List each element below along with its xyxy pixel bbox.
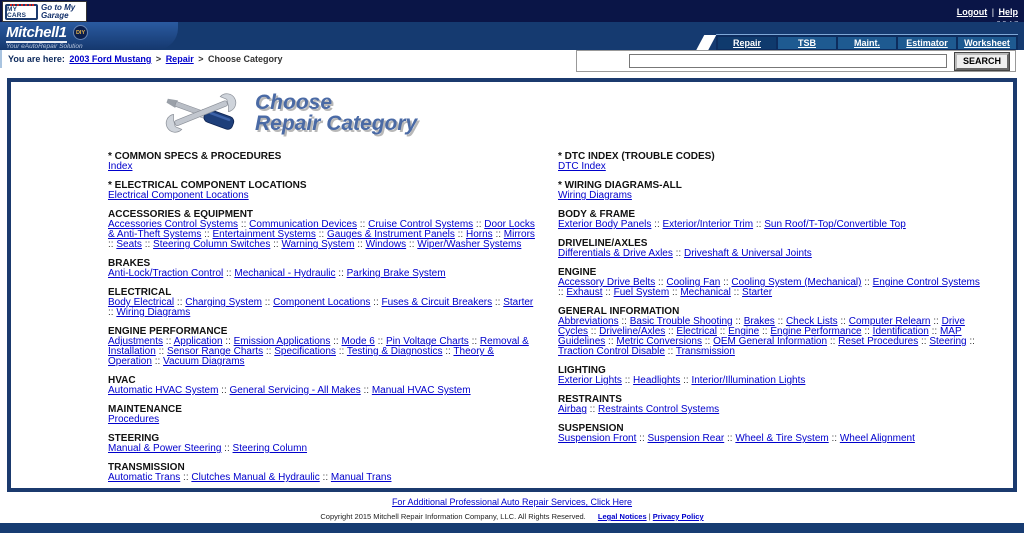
link-separator: :: bbox=[588, 326, 600, 337]
link-separator: :: bbox=[238, 219, 250, 230]
category-title: BODY & FRAME bbox=[558, 209, 636, 220]
category-section-wiring-diagrams-all bbox=[558, 181, 986, 201]
category-link[interactable]: Wiring Diagrams bbox=[558, 190, 632, 201]
garage-button-label: Go to My Garage bbox=[41, 2, 76, 20]
category-links bbox=[108, 269, 536, 279]
category-link[interactable]: Exterior Lights bbox=[558, 375, 622, 386]
repair-tools-icon bbox=[161, 89, 241, 137]
category-link[interactable]: Cooling Fan bbox=[666, 277, 721, 288]
category-link[interactable]: Steering bbox=[929, 336, 967, 347]
link-separator: :: bbox=[672, 248, 684, 259]
category-link[interactable]: Mechanical - Hydraulic bbox=[234, 268, 336, 279]
link-separator: :: bbox=[155, 346, 167, 357]
category-links bbox=[108, 444, 536, 454]
category-link[interactable]: Restraints Control Systems bbox=[598, 404, 720, 415]
category-link[interactable]: Transmission bbox=[675, 346, 735, 357]
mitchell1-logo bbox=[0, 22, 178, 50]
link-separator: :: bbox=[223, 268, 235, 279]
link-separator: :: bbox=[357, 219, 369, 230]
category-link[interactable]: Brakes bbox=[743, 316, 775, 327]
category-link[interactable]: Warning System bbox=[281, 239, 355, 250]
category-link[interactable]: Clutches Manual & Hydraulic bbox=[191, 472, 320, 483]
category-links bbox=[558, 278, 986, 298]
category-link[interactable]: Exhaust bbox=[566, 287, 603, 298]
link-separator: :: bbox=[724, 433, 736, 444]
category-link[interactable]: Index bbox=[108, 161, 133, 172]
category-links bbox=[558, 249, 986, 259]
category-link[interactable]: Adjustments bbox=[108, 336, 164, 347]
link-separator: :: bbox=[319, 472, 331, 483]
link-separator: :: bbox=[174, 297, 186, 308]
category-title: ACCESSORIES & EQUIPMENT bbox=[108, 209, 254, 220]
category-link[interactable]: Parking Brake System bbox=[346, 268, 446, 279]
category-link[interactable]: Testing & Diagnostics bbox=[346, 346, 443, 357]
category-link[interactable]: Charging System bbox=[185, 297, 262, 308]
category-link[interactable]: Exterior Body Panels bbox=[558, 219, 652, 230]
category-links bbox=[108, 191, 536, 201]
category-title: STEERING bbox=[108, 433, 160, 444]
breadcrumb-current: Choose Category bbox=[208, 54, 283, 64]
category-link[interactable]: General Servicing - All Makes bbox=[229, 385, 361, 396]
link-separator: :: bbox=[665, 326, 677, 337]
link-separator: :: bbox=[837, 316, 849, 327]
category-link[interactable]: Exterior/Interior Trim bbox=[662, 219, 754, 230]
category-link[interactable]: Automatic Trans bbox=[108, 472, 181, 483]
category-title: RESTRAINTS bbox=[558, 394, 622, 405]
category-link[interactable]: Basic Trouble Shooting bbox=[629, 316, 733, 327]
category-link[interactable]: Removal & Installation bbox=[108, 336, 529, 357]
category-link[interactable]: OEM General Information bbox=[713, 336, 828, 347]
link-separator: :: bbox=[335, 268, 347, 279]
link-separator: :: bbox=[218, 385, 230, 396]
category-section-steering bbox=[108, 434, 536, 454]
link-separator: :: bbox=[618, 316, 630, 327]
diy-badge-icon: DIY bbox=[73, 25, 88, 40]
category-link[interactable]: Fuses & Circuit Breakers bbox=[381, 297, 493, 308]
link-separator: :: bbox=[468, 336, 480, 347]
category-link[interactable]: Sun Roof/T-Top/Convertible Top bbox=[764, 219, 906, 230]
category-link[interactable]: Mode 6 bbox=[341, 336, 375, 347]
additional-services-link[interactable]: For Additional Professional Auto Repair Services, Click Here bbox=[391, 497, 633, 507]
category-title: LIGHTING bbox=[558, 365, 606, 376]
link-separator: :: bbox=[602, 287, 614, 298]
category-section-transmission bbox=[108, 463, 536, 483]
nav-tabs bbox=[716, 34, 1018, 50]
link-separator: :: bbox=[759, 326, 771, 337]
privacy-policy-link[interactable]: Privacy Policy bbox=[652, 512, 704, 521]
page-title bbox=[255, 92, 417, 134]
link-separator: :: bbox=[360, 385, 372, 396]
category-links bbox=[558, 191, 986, 201]
category-link[interactable]: Headlights bbox=[633, 375, 681, 386]
link-separator: :: bbox=[201, 229, 213, 240]
copyright-line bbox=[0, 512, 1024, 521]
category-link[interactable]: Theory & Operation bbox=[108, 346, 494, 367]
category-links bbox=[558, 376, 986, 386]
link-separator: :: bbox=[492, 297, 504, 308]
category-link[interactable]: Accessories Control Systems bbox=[108, 219, 239, 230]
category-title: GENERAL INFORMATION bbox=[558, 306, 680, 317]
link-separator: :: bbox=[180, 472, 192, 483]
logo-wordmark: Mitchell1 bbox=[6, 24, 67, 41]
category-link[interactable]: Gauges & Instrument Panels bbox=[327, 229, 455, 240]
category-link[interactable]: Suspension Rear bbox=[647, 433, 725, 444]
link-separator: :: bbox=[730, 287, 743, 298]
category-link[interactable]: Driveline/Axles bbox=[599, 326, 666, 337]
breadcrumb-vehicle-link[interactable]: 2003 Ford Mustang bbox=[69, 54, 152, 64]
category-title: * ELECTRICAL COMPONENT LOCATIONS bbox=[108, 180, 307, 191]
category-title: BRAKES bbox=[108, 258, 151, 269]
link-separator: :: bbox=[374, 336, 386, 347]
top-utility-bar bbox=[0, 0, 1024, 22]
left-column bbox=[108, 152, 536, 492]
category-link[interactable]: Communication Devices bbox=[249, 219, 357, 230]
category-link[interactable]: Wiper/Washer Systems bbox=[417, 239, 522, 250]
link-separator: :: bbox=[108, 307, 117, 318]
link-separator: :: bbox=[918, 336, 930, 347]
link-separator: :: bbox=[454, 229, 466, 240]
category-link[interactable]: Starter bbox=[742, 287, 773, 298]
category-link[interactable]: Horns bbox=[465, 229, 493, 240]
link-separator: :: bbox=[605, 336, 617, 347]
link-separator: :: bbox=[354, 239, 366, 250]
link-separator: :: bbox=[774, 316, 786, 327]
category-link[interactable]: Starter bbox=[503, 297, 534, 308]
category-links bbox=[108, 337, 536, 367]
link-separator: :: bbox=[655, 277, 667, 288]
category-title: * WIRING DIAGRAMS-ALL bbox=[558, 180, 682, 191]
category-links bbox=[108, 386, 536, 396]
page-title-line1: Choose bbox=[255, 91, 333, 114]
category-link[interactable]: Mirrors bbox=[503, 229, 535, 240]
my-cars-plate-icon bbox=[5, 4, 38, 20]
category-link[interactable]: Entertainment Systems bbox=[212, 229, 316, 240]
help-link[interactable]: Help bbox=[998, 7, 1018, 17]
search-button[interactable]: SEARCH bbox=[955, 53, 1009, 70]
link-separator: :: bbox=[928, 326, 940, 337]
category-section-common-specs-procedures bbox=[108, 152, 536, 172]
category-section-dtc-index-trouble-codes bbox=[558, 152, 986, 172]
category-link[interactable]: Reset Procedures bbox=[838, 336, 919, 347]
category-link[interactable]: Engine Control Systems bbox=[872, 277, 980, 288]
category-links bbox=[558, 162, 986, 172]
category-section-driveline-axles bbox=[558, 239, 986, 259]
category-section-restraints bbox=[558, 395, 986, 415]
link-separator: :: bbox=[680, 375, 692, 386]
category-link[interactable]: Check Lists bbox=[785, 316, 838, 327]
category-link[interactable]: Abbreviations bbox=[558, 316, 619, 327]
category-title: HVAC bbox=[108, 375, 136, 386]
category-links bbox=[108, 162, 536, 172]
category-section-hvac bbox=[108, 376, 536, 396]
brand-bar bbox=[0, 22, 1024, 50]
right-column bbox=[558, 152, 986, 492]
link-separator: :: bbox=[141, 239, 154, 250]
link-separator: :: bbox=[558, 287, 567, 298]
category-link[interactable]: Wiring Diagrams bbox=[116, 307, 191, 318]
category-links bbox=[108, 415, 536, 425]
link-separator: :: bbox=[861, 277, 873, 288]
page-title-line2: Repair Category bbox=[255, 112, 418, 135]
category-section-brakes bbox=[108, 259, 536, 279]
category-link[interactable]: Computer Relearn bbox=[848, 316, 931, 327]
breadcrumb-separator: > bbox=[198, 54, 204, 64]
category-link[interactable]: Electrical Component Locations bbox=[108, 190, 249, 201]
go-to-my-garage-button[interactable] bbox=[2, 1, 87, 22]
logout-link[interactable]: Logout bbox=[956, 7, 988, 17]
category-link[interactable]: Drive Cycles bbox=[558, 316, 965, 337]
category-link[interactable]: Specifications bbox=[274, 346, 336, 357]
category-link[interactable]: Vacuum Diagrams bbox=[163, 356, 245, 367]
category-links bbox=[108, 220, 536, 250]
link-divider: | bbox=[648, 512, 651, 521]
category-link[interactable]: Suspension Front bbox=[558, 433, 637, 444]
link-separator: :: bbox=[753, 219, 765, 230]
category-link[interactable]: Differentials & Drive Axles bbox=[558, 248, 673, 259]
category-link[interactable]: Manual HVAC System bbox=[371, 385, 471, 396]
link-separator: :: bbox=[222, 336, 234, 347]
category-link[interactable]: Pin Voltage Charts bbox=[385, 336, 469, 347]
page-header bbox=[161, 90, 1013, 136]
link-separator: :: bbox=[492, 229, 504, 240]
link-separator: :: bbox=[108, 239, 117, 250]
category-link[interactable]: Anti-Lock/Traction Control bbox=[108, 268, 224, 279]
link-separator: :: bbox=[270, 239, 282, 250]
category-title: MAINTENANCE bbox=[108, 404, 182, 415]
category-link[interactable]: DTC Index bbox=[558, 161, 606, 172]
category-link[interactable]: Electrical bbox=[676, 326, 717, 337]
category-section-suspension bbox=[558, 424, 986, 444]
category-section-general-information bbox=[558, 307, 986, 357]
category-link[interactable]: Manual & Power Steering bbox=[108, 443, 222, 454]
tab-repair[interactable]: Repair bbox=[718, 37, 776, 49]
plate-label: MY CARS bbox=[7, 6, 27, 19]
link-separator: :: bbox=[315, 229, 327, 240]
search-panel bbox=[576, 50, 1016, 72]
category-link[interactable]: Traction Control Disable bbox=[558, 346, 665, 357]
link-separator: :: bbox=[930, 316, 942, 327]
category-link[interactable]: Accessory Drive Belts bbox=[558, 277, 656, 288]
category-columns bbox=[11, 152, 1013, 492]
category-link[interactable]: Interior/Illumination Lights bbox=[691, 375, 806, 386]
category-link[interactable]: Component Locations bbox=[273, 297, 371, 308]
category-link[interactable]: Cruise Control Systems bbox=[368, 219, 474, 230]
category-title: * COMMON SPECS & PROCEDURES bbox=[108, 151, 282, 162]
tab-worksheet[interactable]: Worksheet bbox=[958, 37, 1016, 49]
category-link[interactable]: Airbag bbox=[558, 404, 587, 415]
tab-estimator[interactable]: Estimator bbox=[898, 37, 956, 49]
category-link[interactable]: Mechanical bbox=[680, 287, 731, 298]
category-link[interactable]: Sensor Range Charts bbox=[166, 346, 264, 357]
link-separator: :: bbox=[664, 346, 676, 357]
category-link[interactable]: Manual Trans bbox=[330, 472, 392, 483]
link-separator: :: bbox=[163, 336, 174, 347]
breadcrumb-separator: > bbox=[155, 54, 162, 64]
link-separator: :: bbox=[636, 433, 648, 444]
link-separator: :: bbox=[442, 346, 454, 357]
link-separator: :: bbox=[827, 336, 839, 347]
category-link[interactable]: Door Locks & Anti-Theft Systems bbox=[108, 219, 535, 240]
link-separator: :: bbox=[586, 404, 599, 415]
category-link[interactable]: Cooling System (Mechanical) bbox=[731, 277, 862, 288]
category-link[interactable]: Engine bbox=[728, 326, 760, 337]
category-link[interactable]: Windows bbox=[365, 239, 407, 250]
category-section-accessories-equipment bbox=[108, 210, 536, 250]
category-link[interactable]: Emission Applications bbox=[233, 336, 331, 347]
category-section-electrical-component-locations bbox=[108, 181, 536, 201]
link-separator: :: bbox=[716, 326, 729, 337]
link-separator: :: bbox=[651, 219, 663, 230]
link-separator: :: bbox=[151, 356, 164, 367]
category-link[interactable]: Steering Column bbox=[232, 443, 308, 454]
copyright-text: Copyright 2015 Mitchell Repair Information Company, LLC. All Rights Reserved. bbox=[320, 512, 586, 521]
category-link[interactable]: Application bbox=[173, 336, 223, 347]
link-separator: :: bbox=[701, 336, 714, 347]
category-links bbox=[108, 473, 536, 483]
tab-maint[interactable]: Maint. bbox=[838, 37, 896, 49]
category-links bbox=[108, 298, 536, 318]
category-section-lighting bbox=[558, 366, 986, 386]
category-link[interactable]: Procedures bbox=[108, 414, 160, 425]
category-title: SUSPENSION bbox=[558, 423, 624, 434]
link-separator: :: bbox=[732, 316, 744, 327]
logo-tagline: Your eAutoRepair Solution bbox=[6, 43, 83, 50]
category-link[interactable]: Wheel Alignment bbox=[839, 433, 915, 444]
category-links bbox=[558, 434, 986, 444]
bottom-bar bbox=[0, 523, 1024, 533]
legal-notices-link[interactable]: Legal Notices bbox=[597, 512, 647, 521]
category-link[interactable]: MAP Guidelines bbox=[558, 326, 962, 347]
category-title: ELECTRICAL bbox=[108, 287, 172, 298]
category-section-engine bbox=[558, 268, 986, 298]
category-link[interactable]: Fuel System bbox=[613, 287, 670, 298]
category-title: ENGINE bbox=[558, 267, 597, 278]
search-input[interactable] bbox=[629, 54, 947, 68]
link-separator: :: bbox=[263, 346, 275, 357]
category-links bbox=[558, 220, 986, 230]
category-title: TRANSMISSION bbox=[108, 462, 185, 473]
category-links bbox=[558, 317, 986, 357]
category-section-body-frame bbox=[558, 210, 986, 230]
category-link[interactable]: Automatic HVAC System bbox=[108, 385, 219, 396]
link-separator: :: bbox=[621, 375, 634, 386]
category-title: * DTC INDEX (TROUBLE CODES) bbox=[558, 151, 715, 162]
category-title: DRIVELINE/AXLES bbox=[558, 238, 648, 249]
link-separator: :: bbox=[720, 277, 732, 288]
link-divider: | bbox=[991, 7, 995, 17]
category-links bbox=[558, 405, 986, 415]
link-separator: :: bbox=[330, 336, 342, 347]
category-link[interactable]: Wheel & Tire System bbox=[735, 433, 829, 444]
category-link[interactable]: Driveshaft & Universal Joints bbox=[683, 248, 812, 259]
link-separator: :: bbox=[861, 326, 873, 337]
link-separator: :: bbox=[221, 443, 233, 454]
breadcrumb-repair-link[interactable]: Repair bbox=[165, 54, 194, 64]
category-title: ENGINE PERFORMANCE bbox=[108, 326, 228, 337]
link-separator: :: bbox=[406, 239, 418, 250]
link-separator: :: bbox=[261, 297, 274, 308]
content-panel bbox=[7, 78, 1017, 492]
category-section-electrical bbox=[108, 288, 536, 318]
link-separator: :: bbox=[370, 297, 382, 308]
category-link[interactable]: Steering Column Switches bbox=[153, 239, 271, 250]
category-link[interactable]: Metric Conversions bbox=[616, 336, 702, 347]
category-link[interactable]: Seats bbox=[116, 239, 142, 250]
link-separator: :: bbox=[473, 219, 485, 230]
link-separator: :: bbox=[335, 346, 347, 357]
category-section-maintenance bbox=[108, 405, 536, 425]
link-separator: :: bbox=[828, 433, 840, 444]
breadcrumb-prefix: You are here: bbox=[8, 54, 65, 64]
category-section-engine-performance bbox=[108, 327, 536, 367]
tab-tsb[interactable]: TSB bbox=[778, 37, 836, 49]
category-link[interactable]: Body Electrical bbox=[108, 297, 175, 308]
category-link[interactable]: Engine Performance bbox=[770, 326, 862, 337]
link-separator: :: bbox=[669, 287, 681, 298]
link-separator: :: bbox=[966, 336, 975, 347]
category-link[interactable]: Identification bbox=[872, 326, 929, 337]
